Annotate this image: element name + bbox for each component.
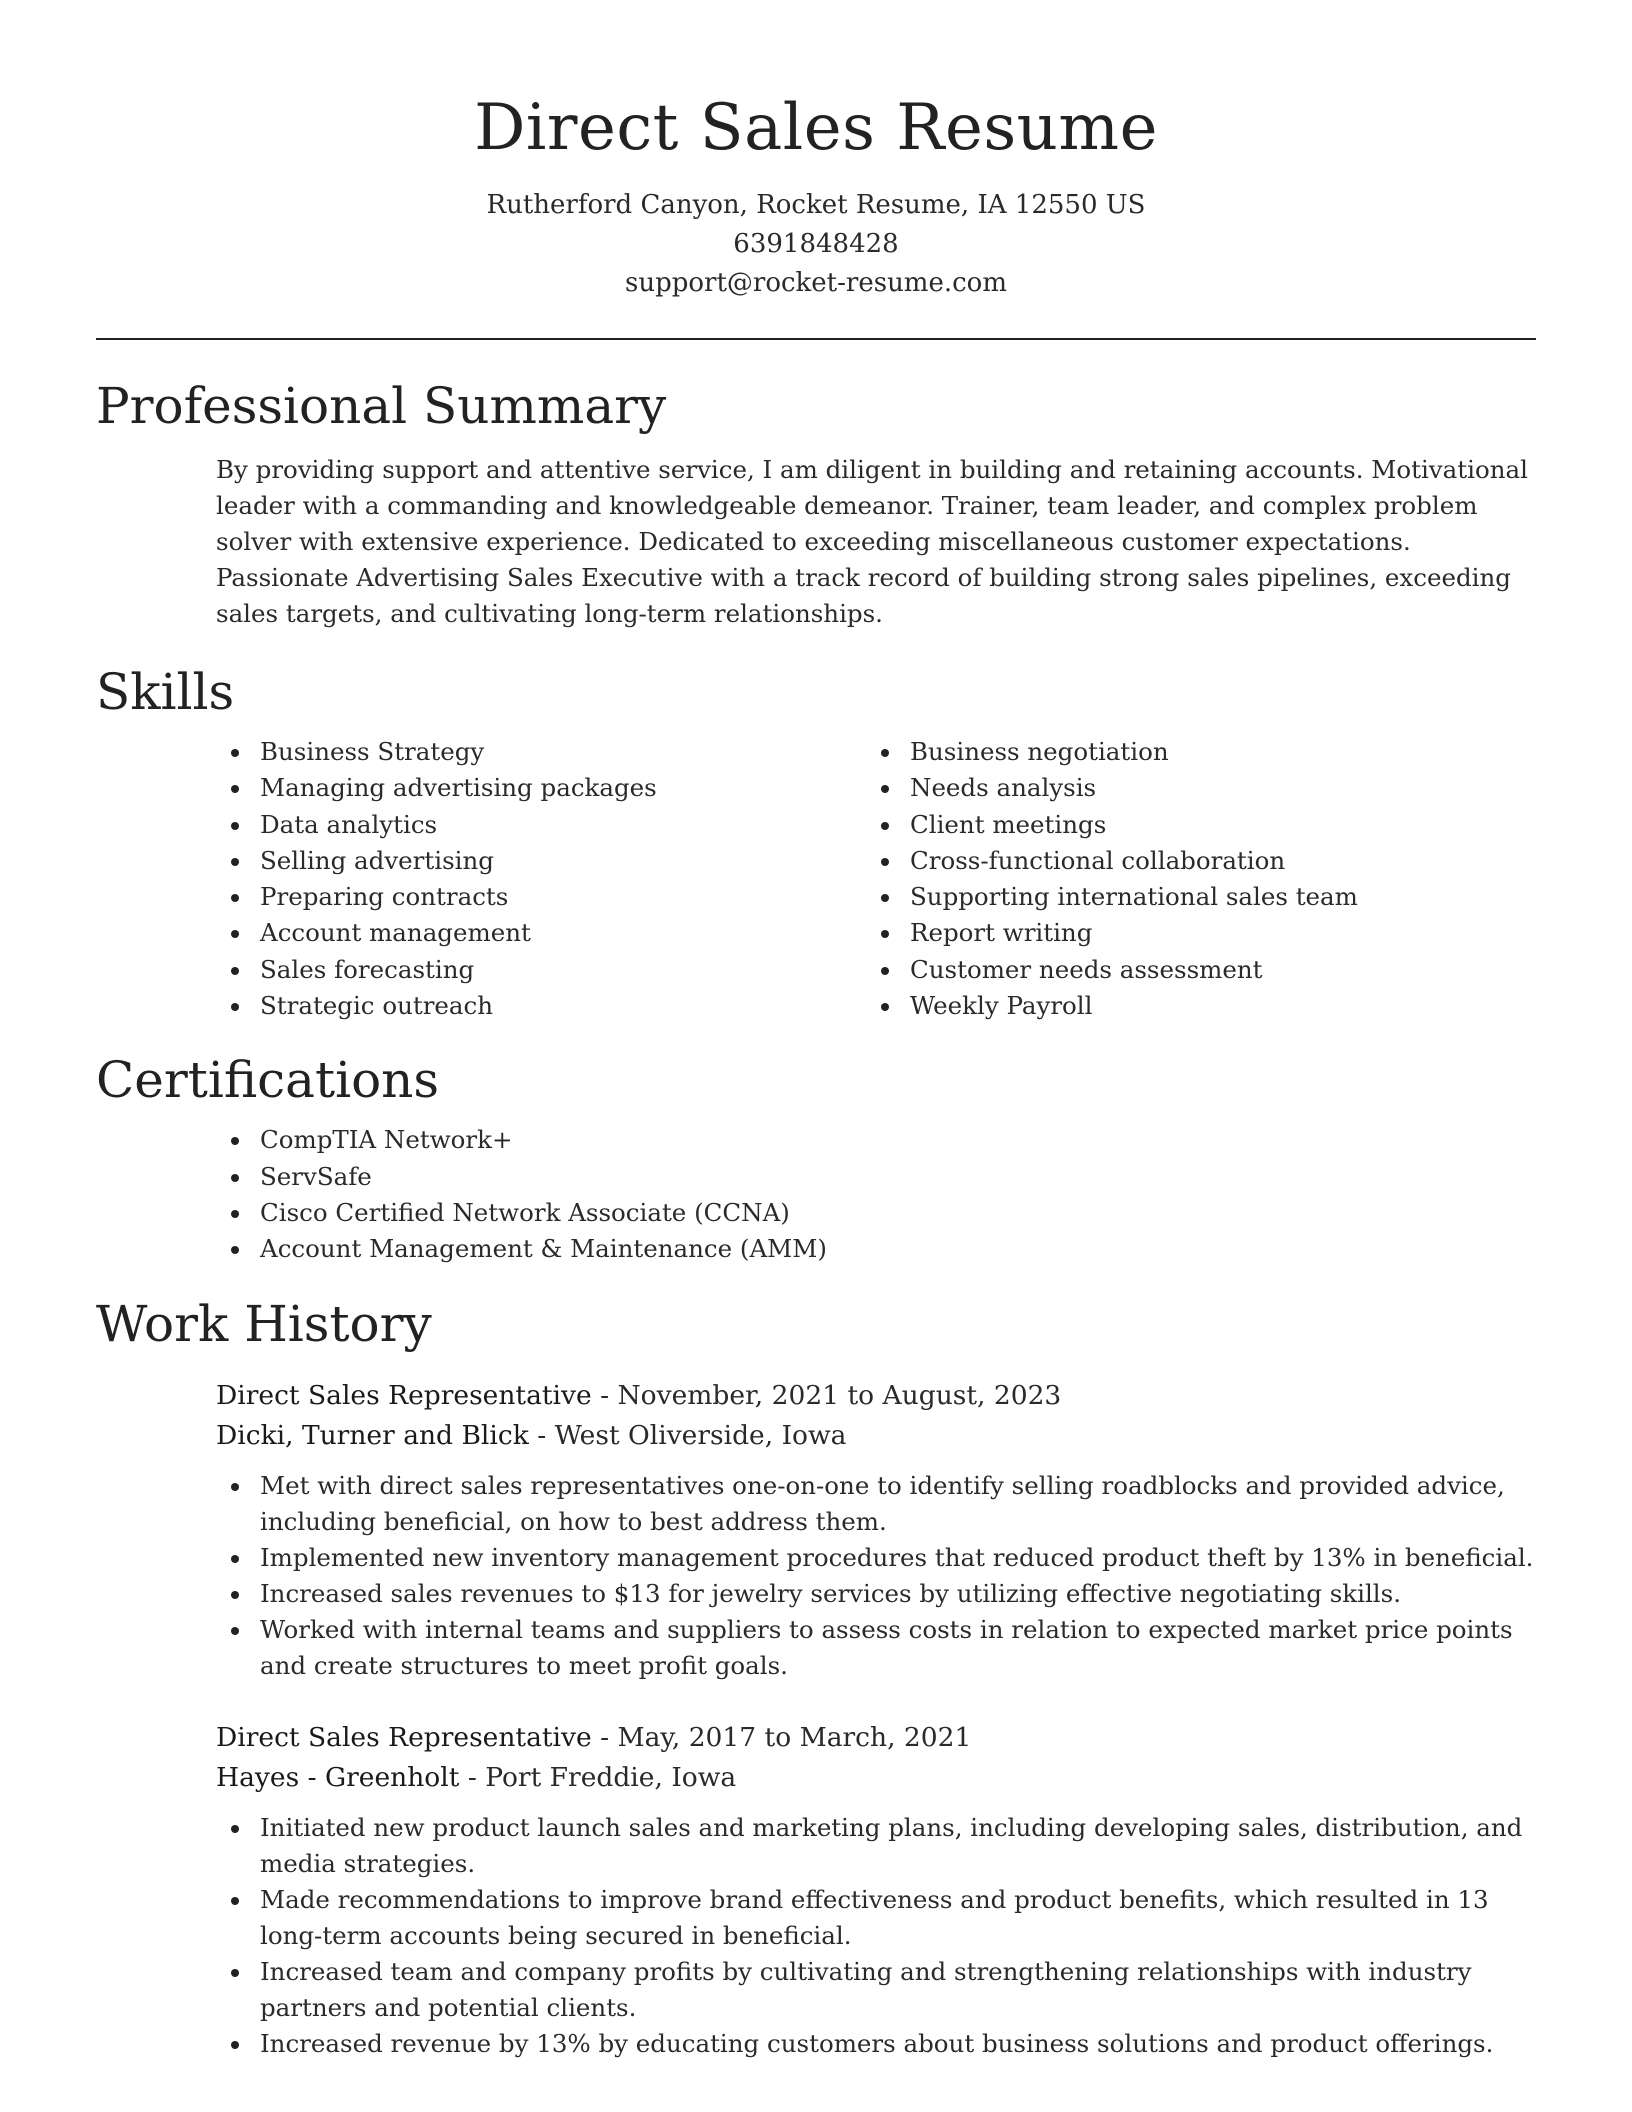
skill-item: Preparing contracts	[216, 879, 866, 915]
section-work-history	[96, 1292, 1536, 2062]
certification-item: CompTIA Network+	[216, 1122, 1536, 1158]
resume-page	[96, 0, 1536, 2062]
skills-columns	[216, 734, 1536, 1024]
resume-title: Direct Sales Resume	[474, 91, 1158, 165]
skill-item: Sales forecasting	[216, 952, 866, 988]
certifications-heading: Certifications	[96, 1051, 440, 1110]
job-location: - Port Freddie, Iowa	[459, 1761, 737, 1793]
skill-item: Data analytics	[216, 807, 866, 843]
summary-text: By providing support and attentive service, I am diligent in building and retaining accounts. Motivational leader with a commanding and knowledgeable demeanor. Trainer, team leader, and complex problem solver with extensive experience. Dedicated to exceeding miscellaneous customer expectations. Passionate Advertising Sales Executive with a track record of building strong sales pipelines, exceeding sales targets, and cultivating long-term relationships.	[216, 455, 1528, 628]
certification-item: Account Management & Maintenance (AMM)	[216, 1231, 1536, 1267]
job-bullet: Increased revenue by 13% by educating customers about business solutions and product offerings.	[216, 2026, 1536, 2062]
resume-header	[96, 0, 1536, 303]
job-bullet: Increased sales revenues to $13 for jewelry services by utilizing effective negotiating skills.	[216, 1576, 1536, 1612]
summary-heading: Professional Summary	[96, 377, 667, 435]
section-certifications	[96, 1048, 1536, 1267]
skill-item: Customer needs assessment	[866, 952, 1358, 988]
skill-item: Needs analysis	[866, 770, 1358, 806]
job-bullet: Met with direct sales representatives one-on-one to identify selling roadblocks and provided advice, including beneficial, on how to best address them.	[216, 1468, 1536, 1540]
skill-item: Weekly Payroll	[866, 988, 1358, 1024]
job-company: Dicki, Turner and Blick	[216, 1419, 529, 1451]
job-title-line	[216, 1376, 1536, 1416]
skill-item: Report writing	[866, 915, 1358, 951]
skill-item: Account management	[216, 915, 866, 951]
job-company-line	[216, 1416, 1536, 1456]
job-bullet: Made recommendations to improve brand effectiveness and product benefits, which resulted in 13 long-term accounts being secured in beneficial.	[216, 1882, 1536, 1954]
skills-list-left	[216, 734, 866, 1024]
skill-item: Business Strategy	[216, 734, 866, 770]
job-role: Direct Sales Representative	[216, 1721, 592, 1753]
job-bullet: Initiated new product launch sales and marketing plans, including developing sales, distribution, and media strategies.	[216, 1810, 1536, 1882]
certification-item: Cisco Certified Network Associate (CCNA)	[216, 1195, 1536, 1231]
contact-address: Rutherford Canyon, Rocket Resume, IA 12550 US	[486, 190, 1146, 220]
skill-item: Managing advertising packages	[216, 770, 866, 806]
section-skills	[96, 660, 1536, 1024]
skills-heading: Skills	[96, 663, 235, 721]
job-company: Hayes - Greenholt	[216, 1761, 460, 1793]
skill-item: Client meetings	[866, 807, 1358, 843]
contact-email: support@rocket-resume.com	[624, 268, 1007, 298]
header-divider	[96, 338, 1536, 340]
section-summary	[96, 374, 1536, 632]
skill-item: Cross-functional collaboration	[866, 843, 1358, 879]
contact-phone: 6391848428	[733, 229, 899, 259]
work-history-heading: Work History	[96, 1294, 432, 1353]
skill-item: Strategic outreach	[216, 988, 866, 1024]
job-bullets	[216, 1810, 1536, 2062]
job-dates: - May, 2017 to March, 2021	[591, 1721, 972, 1753]
skill-item: Supporting international sales team	[866, 879, 1358, 915]
skill-item: Selling advertising	[216, 843, 866, 879]
certifications-list	[216, 1122, 1536, 1267]
contact-info	[96, 186, 1536, 303]
job-location: - West Oliverside, Iowa	[528, 1419, 847, 1451]
job-entry	[216, 1376, 1536, 1684]
job-dates: - November, 2021 to August, 2023	[591, 1379, 1062, 1411]
job-bullet: Increased team and company profits by cultivating and strengthening relationships with industry partners and potential clients.	[216, 1954, 1536, 2026]
certification-item: ServSafe	[216, 1159, 1536, 1195]
job-role: Direct Sales Representative	[216, 1379, 592, 1411]
job-bullet: Implemented new inventory management procedures that reduced product theft by 13% in beneficial.	[216, 1540, 1536, 1576]
job-title-line	[216, 1718, 1536, 1758]
job-company-line	[216, 1758, 1536, 1798]
skill-item: Business negotiation	[866, 734, 1358, 770]
job-entry	[216, 1718, 1536, 2062]
job-bullets	[216, 1468, 1536, 1684]
skills-list-right	[866, 734, 1358, 1024]
job-bullet: Worked with internal teams and suppliers to assess costs in relation to expected market price points and create structures to meet profit goals.	[216, 1612, 1536, 1684]
